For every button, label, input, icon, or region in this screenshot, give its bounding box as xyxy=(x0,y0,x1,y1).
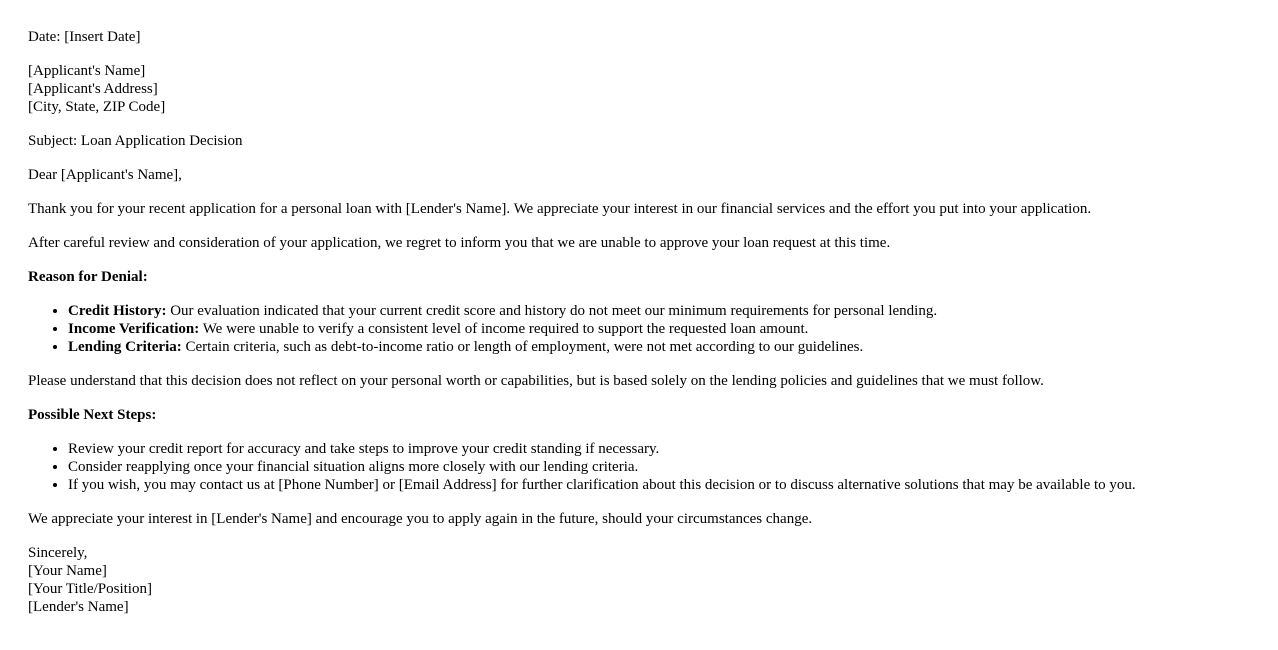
reason-text: Our evaluation indicated that your current credit score and history do not meet our minimum requirements for personal lending. xyxy=(166,303,938,319)
signature-lender: [Lender's Name] xyxy=(28,599,129,615)
list-item: • If you wish, you may contact us at [Phone Number] or [Email Address] for further clarification about this decision or to discuss alternative solutions that may be available to you. xyxy=(68,476,1278,494)
reason-label: Credit History: xyxy=(68,303,167,319)
signature-closing: Sincerely, xyxy=(28,545,88,561)
list-item: • Consider reapplying once your financial situation aligns more closely with our lending criteria. xyxy=(68,458,1278,476)
next-steps-heading: Possible Next Steps: xyxy=(28,407,157,423)
reason-text: Certain criteria, such as debt-to-income ratio or length of employment, were not met according to our guidelines. xyxy=(181,339,864,355)
denial-heading: Reason for Denial: xyxy=(28,269,148,285)
closing-paragraph: We appreciate your interest in [Lender's Name] and encourage you to apply again in the future, should your circumstances change. xyxy=(28,511,813,527)
understanding-paragraph: Please understand that this decision does not reflect on your personal worth or capabilities, but is based solely on the lending policies and guidelines that we must follow. xyxy=(28,373,1044,389)
decision-paragraph: After careful review and consideration of your application, we regret to inform you that we are unable to approve your loan request at this time. xyxy=(28,235,891,251)
denial-reasons-list xyxy=(28,302,1278,356)
subject-line: Subject: Loan Application Decision xyxy=(28,133,243,149)
recipient-city-state-zip: [City, State, ZIP Code] xyxy=(28,99,166,115)
list-item xyxy=(68,302,1278,320)
list-item xyxy=(68,320,1278,338)
reason-text: We were unable to verify a consistent level of income required to support the requested loan amount. xyxy=(199,321,809,337)
signature-name: [Your Name] xyxy=(28,563,107,579)
recipient-block xyxy=(28,62,1278,116)
recipient-name: [Applicant's Name] xyxy=(28,63,146,79)
list-item: • Review your credit report for accuracy and take steps to improve your credit standing if necessary. xyxy=(68,440,1278,458)
reason-label: Lending Criteria: xyxy=(68,339,182,355)
list-item xyxy=(68,338,1278,356)
intro-paragraph: Thank you for your recent application for a personal loan with [Lender's Name]. We appreciate your interest in our financial services and the effort you put into your application. xyxy=(28,201,1092,217)
signature-title: [Your Title/Position] xyxy=(28,581,152,597)
recipient-address: [Applicant's Address] xyxy=(28,81,158,97)
reason-label: Income Verification: xyxy=(68,321,200,337)
next-steps-list xyxy=(28,440,1278,494)
date-line: Date: [Insert Date] xyxy=(28,29,141,45)
salutation: Dear [Applicant's Name], xyxy=(28,167,182,183)
signature-block xyxy=(28,544,1278,616)
